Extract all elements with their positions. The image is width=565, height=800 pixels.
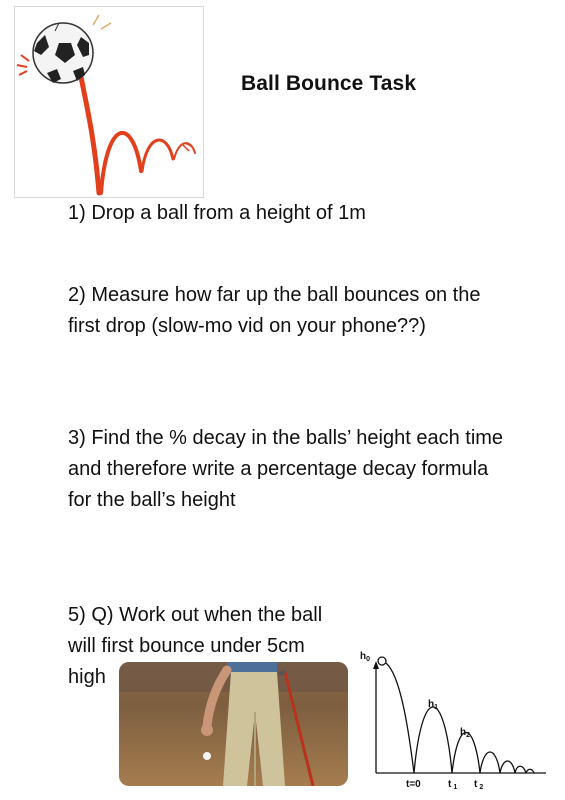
x-label-t0: t=0 [406, 779, 421, 790]
page-title: Ball Bounce Task [241, 72, 417, 95]
bounce-4 [500, 761, 515, 773]
step-1: 1) Drop a ball from a height of 1m [68, 202, 366, 224]
y-axis-label: $h_0$ [360, 651, 371, 663]
step-2: 2) Measure how far up the ball bounces on the first drop (slow-mo vid on your phone??) [68, 284, 481, 337]
x-label-t2: t $_2$ [474, 779, 484, 791]
step-5: 5) Q) Work out when the ball will first bounce under 5cm high [68, 604, 323, 688]
bounce-5 [515, 766, 526, 773]
ball-drop-photo [119, 662, 348, 786]
peak-label-h2: $h_2$ [460, 727, 471, 739]
peak-label-h1: $h_1$ [428, 699, 439, 711]
bounce-1 [414, 707, 452, 773]
bouncing-ball-illustration [14, 6, 204, 198]
bounce-height-graph [356, 645, 552, 795]
step-3: 3) Find the % decay in the balls’ height each time and therefore write a percentage decay formula for the ball’s height [68, 427, 504, 511]
ball-start-icon [378, 657, 386, 665]
bounce-3 [480, 752, 500, 773]
x-label-t1: t $_1$ [448, 779, 458, 791]
fall-curve [386, 663, 414, 773]
